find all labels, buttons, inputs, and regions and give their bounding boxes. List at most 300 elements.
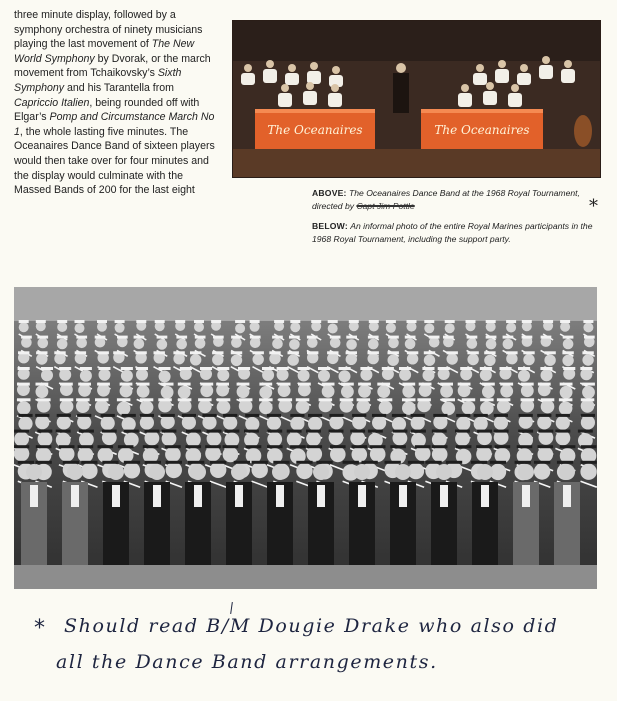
crowd-cap [562, 351, 573, 354]
crowd-cap [75, 351, 86, 354]
crowd-head [562, 355, 573, 366]
crowd-head [447, 353, 458, 364]
crowd-cap [559, 398, 573, 401]
crowd-head [245, 417, 259, 431]
crowd-head [75, 353, 86, 364]
crowd-cap [290, 414, 304, 417]
crowd-cap [307, 336, 318, 339]
bandstand-banner-right: The Oceanaires [434, 123, 530, 137]
crowd-head [59, 446, 75, 462]
crowd-cap [388, 351, 399, 354]
crowd-cap [357, 398, 371, 401]
italic-title: Capriccio Italien [14, 96, 90, 109]
officer-shirt [440, 485, 448, 507]
crowd-cap [495, 445, 511, 448]
crowd-head [379, 401, 393, 415]
crowd-head [407, 353, 418, 364]
crowd-head [419, 384, 432, 397]
crowd-head [77, 415, 91, 429]
crowd-head [75, 323, 85, 333]
crowd-cap [212, 351, 223, 354]
crowd-cap [194, 320, 204, 323]
crowd-cap [213, 336, 224, 339]
officer-head [231, 464, 247, 480]
body-run: , the whole lasting five minutes. The Oceanaires Dance Band of sixteen players would then take over for four minutes and the display would culminate with the Massed Bands of 200 for the last eight [14, 125, 215, 197]
crowd-head [80, 370, 92, 382]
crowd-cap [534, 461, 550, 464]
officer-head [477, 464, 493, 480]
crowd-cap [135, 351, 146, 354]
crowd-head [269, 353, 280, 364]
handwritten-line-2: all the Dance Band arrangements. [56, 651, 438, 673]
crowd-cap [424, 320, 434, 323]
crowd-cap [166, 461, 182, 464]
crowd-cap [583, 320, 593, 323]
crowd-head [556, 416, 570, 430]
crowd-cap [411, 430, 426, 433]
crowd-cap [584, 336, 595, 339]
crowd-head [307, 446, 323, 462]
crowd-head [134, 339, 145, 350]
crowd-cap [223, 445, 239, 448]
crowd-head [225, 433, 240, 448]
crowd-cap [269, 351, 280, 354]
crowd-head [162, 431, 177, 446]
crowd-cap [98, 367, 110, 370]
crowd-cap [14, 445, 29, 448]
crowd-cap [186, 445, 202, 448]
crowd-cap [544, 351, 555, 354]
crowd-cap [296, 461, 312, 464]
officer-shirt [317, 485, 325, 507]
officer-head [559, 464, 575, 480]
crowd-cap [296, 398, 310, 401]
crowd-cap [540, 367, 552, 370]
crowd-head [330, 338, 341, 349]
body-run: three minute display, followed by a symphony orchestra of ninety musicians playing the last movement of [14, 9, 203, 51]
crowd-head [99, 369, 111, 381]
crowd-cap [63, 461, 79, 464]
crowd-cap [137, 383, 150, 386]
crowd-head [95, 400, 109, 414]
crowd-head [216, 384, 229, 397]
crowd-cap [490, 461, 506, 464]
crowd-cap [543, 320, 553, 323]
crowd-head [173, 353, 184, 364]
crowd-head [288, 354, 299, 365]
crowd-cap [432, 445, 448, 448]
crowd-head [36, 447, 52, 463]
crowd-cap [225, 430, 240, 433]
caption-below-lead: BELOW: [312, 221, 348, 231]
crowd-head [194, 322, 204, 332]
crowd-cap [35, 414, 49, 417]
officer-shirt [235, 485, 243, 507]
crowd-head [202, 415, 216, 429]
crowd-cap [134, 336, 145, 339]
crowd-cap [122, 414, 136, 417]
crowd-head [506, 323, 516, 333]
crowd-cap [175, 320, 185, 323]
crowd-cap [557, 461, 573, 464]
crowd-head [97, 384, 110, 397]
crowd-cap [360, 367, 372, 370]
crowd-head [352, 415, 366, 429]
crowd-cap [289, 336, 300, 339]
crowd-cap [140, 398, 154, 401]
crowd-head [60, 400, 74, 414]
crowd-cap [311, 320, 321, 323]
crowd-cap [158, 398, 172, 401]
crowd-cap [97, 383, 110, 386]
crowd-cap [308, 414, 322, 417]
crowd-cap [447, 351, 458, 354]
crowd-cap [522, 336, 533, 339]
crowd-head [307, 337, 318, 348]
crowd-head [41, 369, 53, 381]
crowd-cap [541, 398, 555, 401]
crowd-cap [250, 336, 261, 339]
crowd-head [411, 416, 425, 430]
crowd-head [506, 353, 517, 364]
dance-band-photo-art [233, 21, 600, 177]
crowd-cap [161, 383, 174, 386]
crowd-cap [155, 320, 165, 323]
crowd-cap [288, 351, 299, 354]
crowd-cap [392, 414, 406, 417]
crowd-cap [21, 336, 32, 339]
body-run: , being rounded off with Elgar’s [14, 96, 200, 124]
italic-title: Sixth Symphony [14, 67, 182, 94]
crowd-cap [238, 367, 250, 370]
crowd-cap [417, 398, 431, 401]
crowd-cap [407, 351, 418, 354]
crowd-cap [578, 430, 593, 433]
crowd-head [370, 446, 386, 462]
crowd-cap [443, 336, 454, 339]
crowd-head [259, 386, 272, 399]
crowd-head [580, 464, 596, 480]
crowd-head [124, 433, 139, 448]
crowd-cap [382, 367, 394, 370]
crowd-head [563, 339, 574, 350]
crowd-cap [234, 461, 250, 464]
crowd-head [178, 386, 191, 399]
officer-shirt [153, 485, 161, 507]
crowd-cap [438, 367, 450, 370]
crowd-cap [306, 430, 321, 433]
crowd-head [56, 433, 71, 448]
dance-band-photo [232, 20, 601, 178]
crowd-cap [440, 383, 453, 386]
crowd-head [78, 384, 91, 397]
officer-shirt [276, 485, 284, 507]
crowd-cap [500, 367, 512, 370]
crowd-cap [59, 367, 71, 370]
handwritten-star: * [34, 616, 45, 641]
group-photo-art [14, 287, 597, 589]
officer-head [436, 464, 452, 480]
bandstand-banner-left: The Oceanaires [267, 123, 363, 137]
crowd-head [467, 354, 478, 365]
crowd-head [231, 337, 242, 348]
crowd-cap [515, 461, 531, 464]
crowd-cap [407, 320, 417, 323]
crowd-cap [290, 445, 306, 448]
crowd-cap [176, 336, 187, 339]
crowd-head [59, 369, 71, 381]
crowd-cap [466, 320, 476, 323]
crowd-cap [18, 351, 29, 354]
crowd-head [328, 324, 338, 334]
crowd-cap [563, 367, 575, 370]
crowd-cap [362, 461, 378, 464]
crowd-cap [494, 414, 508, 417]
crowd-head [79, 432, 94, 447]
crowd-head [402, 385, 415, 398]
crowd-cap [471, 461, 487, 464]
crowd-head [159, 371, 171, 383]
crowd-cap [290, 320, 300, 323]
crowd-head [392, 417, 406, 431]
crowd-head [423, 369, 435, 381]
crowd-cap [480, 367, 492, 370]
crowd-cap [267, 414, 281, 417]
crowd-cap [235, 320, 245, 323]
crowd-head [455, 431, 470, 446]
officer-head [518, 464, 534, 480]
crowd-head [456, 417, 470, 431]
crowd-cap [157, 336, 168, 339]
crowd-head [102, 430, 117, 445]
crowd-cap [36, 461, 52, 464]
crowd-cap [522, 320, 532, 323]
crowd-cap [76, 336, 87, 339]
crowd-cap [467, 336, 478, 339]
crowd-cap [368, 430, 383, 433]
crowd-cap [580, 367, 592, 370]
crowd-cap [350, 430, 365, 433]
crowd-cap [307, 351, 318, 354]
crowd-head [231, 355, 242, 366]
crowd-cap [506, 351, 517, 354]
handwritten-asterisk-mark: * [589, 196, 598, 217]
crowd-cap [518, 430, 533, 433]
crowd-cap [78, 383, 91, 386]
officer-shirt [399, 485, 407, 507]
crowd-head [161, 415, 175, 429]
crowd-cap [368, 351, 379, 354]
struck-name: Capt Jim Pottle [356, 200, 415, 211]
crowd-cap [287, 430, 302, 433]
crowd-head [115, 323, 125, 333]
crowd-cap [456, 414, 470, 417]
crowd-cap [537, 414, 551, 417]
crowd-cap [327, 351, 338, 354]
crowd-head [368, 339, 379, 350]
crowd-cap [253, 351, 264, 354]
crowd-head [360, 369, 372, 381]
crowd-head [237, 385, 250, 398]
crowd-cap [205, 445, 221, 448]
crowd-cap [563, 336, 574, 339]
crowd-cap [165, 445, 181, 448]
crowd-cap [322, 383, 335, 386]
crowd-cap [477, 430, 492, 433]
crowd-cap [462, 398, 476, 401]
crowd-head [518, 370, 530, 382]
crowd-cap [145, 461, 161, 464]
crowd-head [368, 353, 379, 364]
crowd-head [17, 401, 31, 415]
crowd-head [474, 417, 488, 431]
crowd-cap [200, 367, 212, 370]
crowd-cap [467, 351, 478, 354]
crowd-cap [57, 336, 68, 339]
crowd-head [357, 400, 371, 414]
crowd-head [467, 338, 478, 349]
crowd-cap [17, 398, 31, 401]
crowd-head [217, 400, 231, 414]
crowd-head [339, 370, 351, 382]
crowd-cap [274, 320, 284, 323]
crowd-cap [298, 367, 310, 370]
crowd-head [290, 416, 304, 430]
crowd-head [486, 322, 496, 332]
crowd-head [78, 447, 94, 463]
crowd-cap [446, 461, 462, 464]
crowd-head [432, 432, 447, 447]
crowd-cap [37, 430, 52, 433]
crowd-cap [329, 430, 344, 433]
crowd-cap [503, 336, 514, 339]
crowd-head [198, 400, 212, 414]
crowd-head [318, 370, 330, 382]
crowd-cap [121, 367, 133, 370]
crowd-head [494, 416, 508, 430]
crowd-head [346, 354, 357, 365]
crowd-head [486, 339, 497, 350]
body-run: and his Tarantella from [64, 81, 174, 94]
crowd-cap [506, 320, 516, 323]
crowd-head [377, 385, 390, 398]
crowd-cap [36, 320, 46, 323]
italic-title: The New World Symphony [14, 38, 195, 65]
crowd-head [583, 322, 593, 332]
crowd-cap [424, 351, 435, 354]
crowd-cap [54, 351, 65, 354]
officer-shirt [71, 485, 79, 507]
crowd-head [14, 432, 29, 447]
crowd-head [541, 369, 553, 381]
crowd-cap [541, 336, 552, 339]
crowd-cap [419, 383, 432, 386]
crowd-head [267, 416, 281, 430]
officer-shirt [194, 485, 202, 507]
crowd-head [35, 415, 49, 429]
crowd-cap [136, 367, 148, 370]
crowd-head [560, 386, 573, 399]
crowd-cap [140, 414, 154, 417]
crowd-cap [582, 351, 593, 354]
crowd-cap [80, 367, 92, 370]
crowd-head [136, 369, 148, 381]
crowd-head [19, 322, 29, 332]
crowd-cap [217, 398, 231, 401]
crowd-cap [377, 383, 390, 386]
crowd-cap [581, 445, 597, 448]
crowd-cap [18, 367, 30, 370]
crowd-head [537, 415, 551, 429]
crowd-head [262, 369, 274, 381]
crowd-head [81, 463, 97, 479]
crowd-head [388, 355, 399, 366]
officer-head [395, 464, 411, 480]
crowd-cap [521, 383, 534, 386]
crowd-cap [136, 320, 146, 323]
crowd-head [57, 415, 71, 429]
crowd-cap [328, 320, 338, 323]
crowd-head [212, 354, 223, 365]
crowd-head [259, 401, 273, 415]
crowd-head [322, 385, 335, 398]
crowd-head [352, 447, 368, 463]
crowd-cap [369, 320, 379, 323]
crowd-head [200, 384, 213, 397]
crowd-cap [57, 414, 71, 417]
crowd-cap [117, 336, 128, 339]
officer-head [190, 464, 206, 480]
crowd-cap [178, 398, 192, 401]
crowd-head [424, 355, 435, 366]
crowd-cap [458, 383, 471, 386]
crowd-head [541, 400, 555, 414]
crowd-cap [120, 383, 133, 386]
crowd-head [329, 430, 344, 445]
crowd-cap [17, 383, 30, 386]
crowd-cap [36, 383, 49, 386]
crowd-cap [340, 398, 354, 401]
crowd-cap [379, 398, 393, 401]
crowd-cap [372, 414, 386, 417]
crowd-cap [154, 351, 165, 354]
crowd-cap [102, 430, 117, 433]
crowd-cap [118, 445, 134, 448]
crowd-cap [411, 414, 425, 417]
crowd-head [210, 462, 226, 478]
officer-head [272, 464, 288, 480]
crowd-head [534, 463, 550, 479]
crowd-cap [18, 461, 34, 464]
crowd-cap [368, 336, 379, 339]
crowd-cap [555, 430, 570, 433]
crowd-cap [460, 367, 472, 370]
crowd-head [306, 431, 321, 446]
crowd-cap [556, 414, 570, 417]
crowd-head [76, 399, 90, 413]
crowd-cap [231, 336, 242, 339]
crowd-cap [267, 430, 282, 433]
crowd-cap [318, 367, 330, 370]
crowd-cap [79, 430, 94, 433]
crowd-cap [259, 383, 272, 386]
officer-head [149, 464, 165, 480]
crowd-head [161, 386, 174, 399]
crowd-head [157, 339, 168, 350]
crowd-head [503, 339, 514, 350]
crowd-cap [456, 445, 472, 448]
crowd-cap [273, 461, 289, 464]
